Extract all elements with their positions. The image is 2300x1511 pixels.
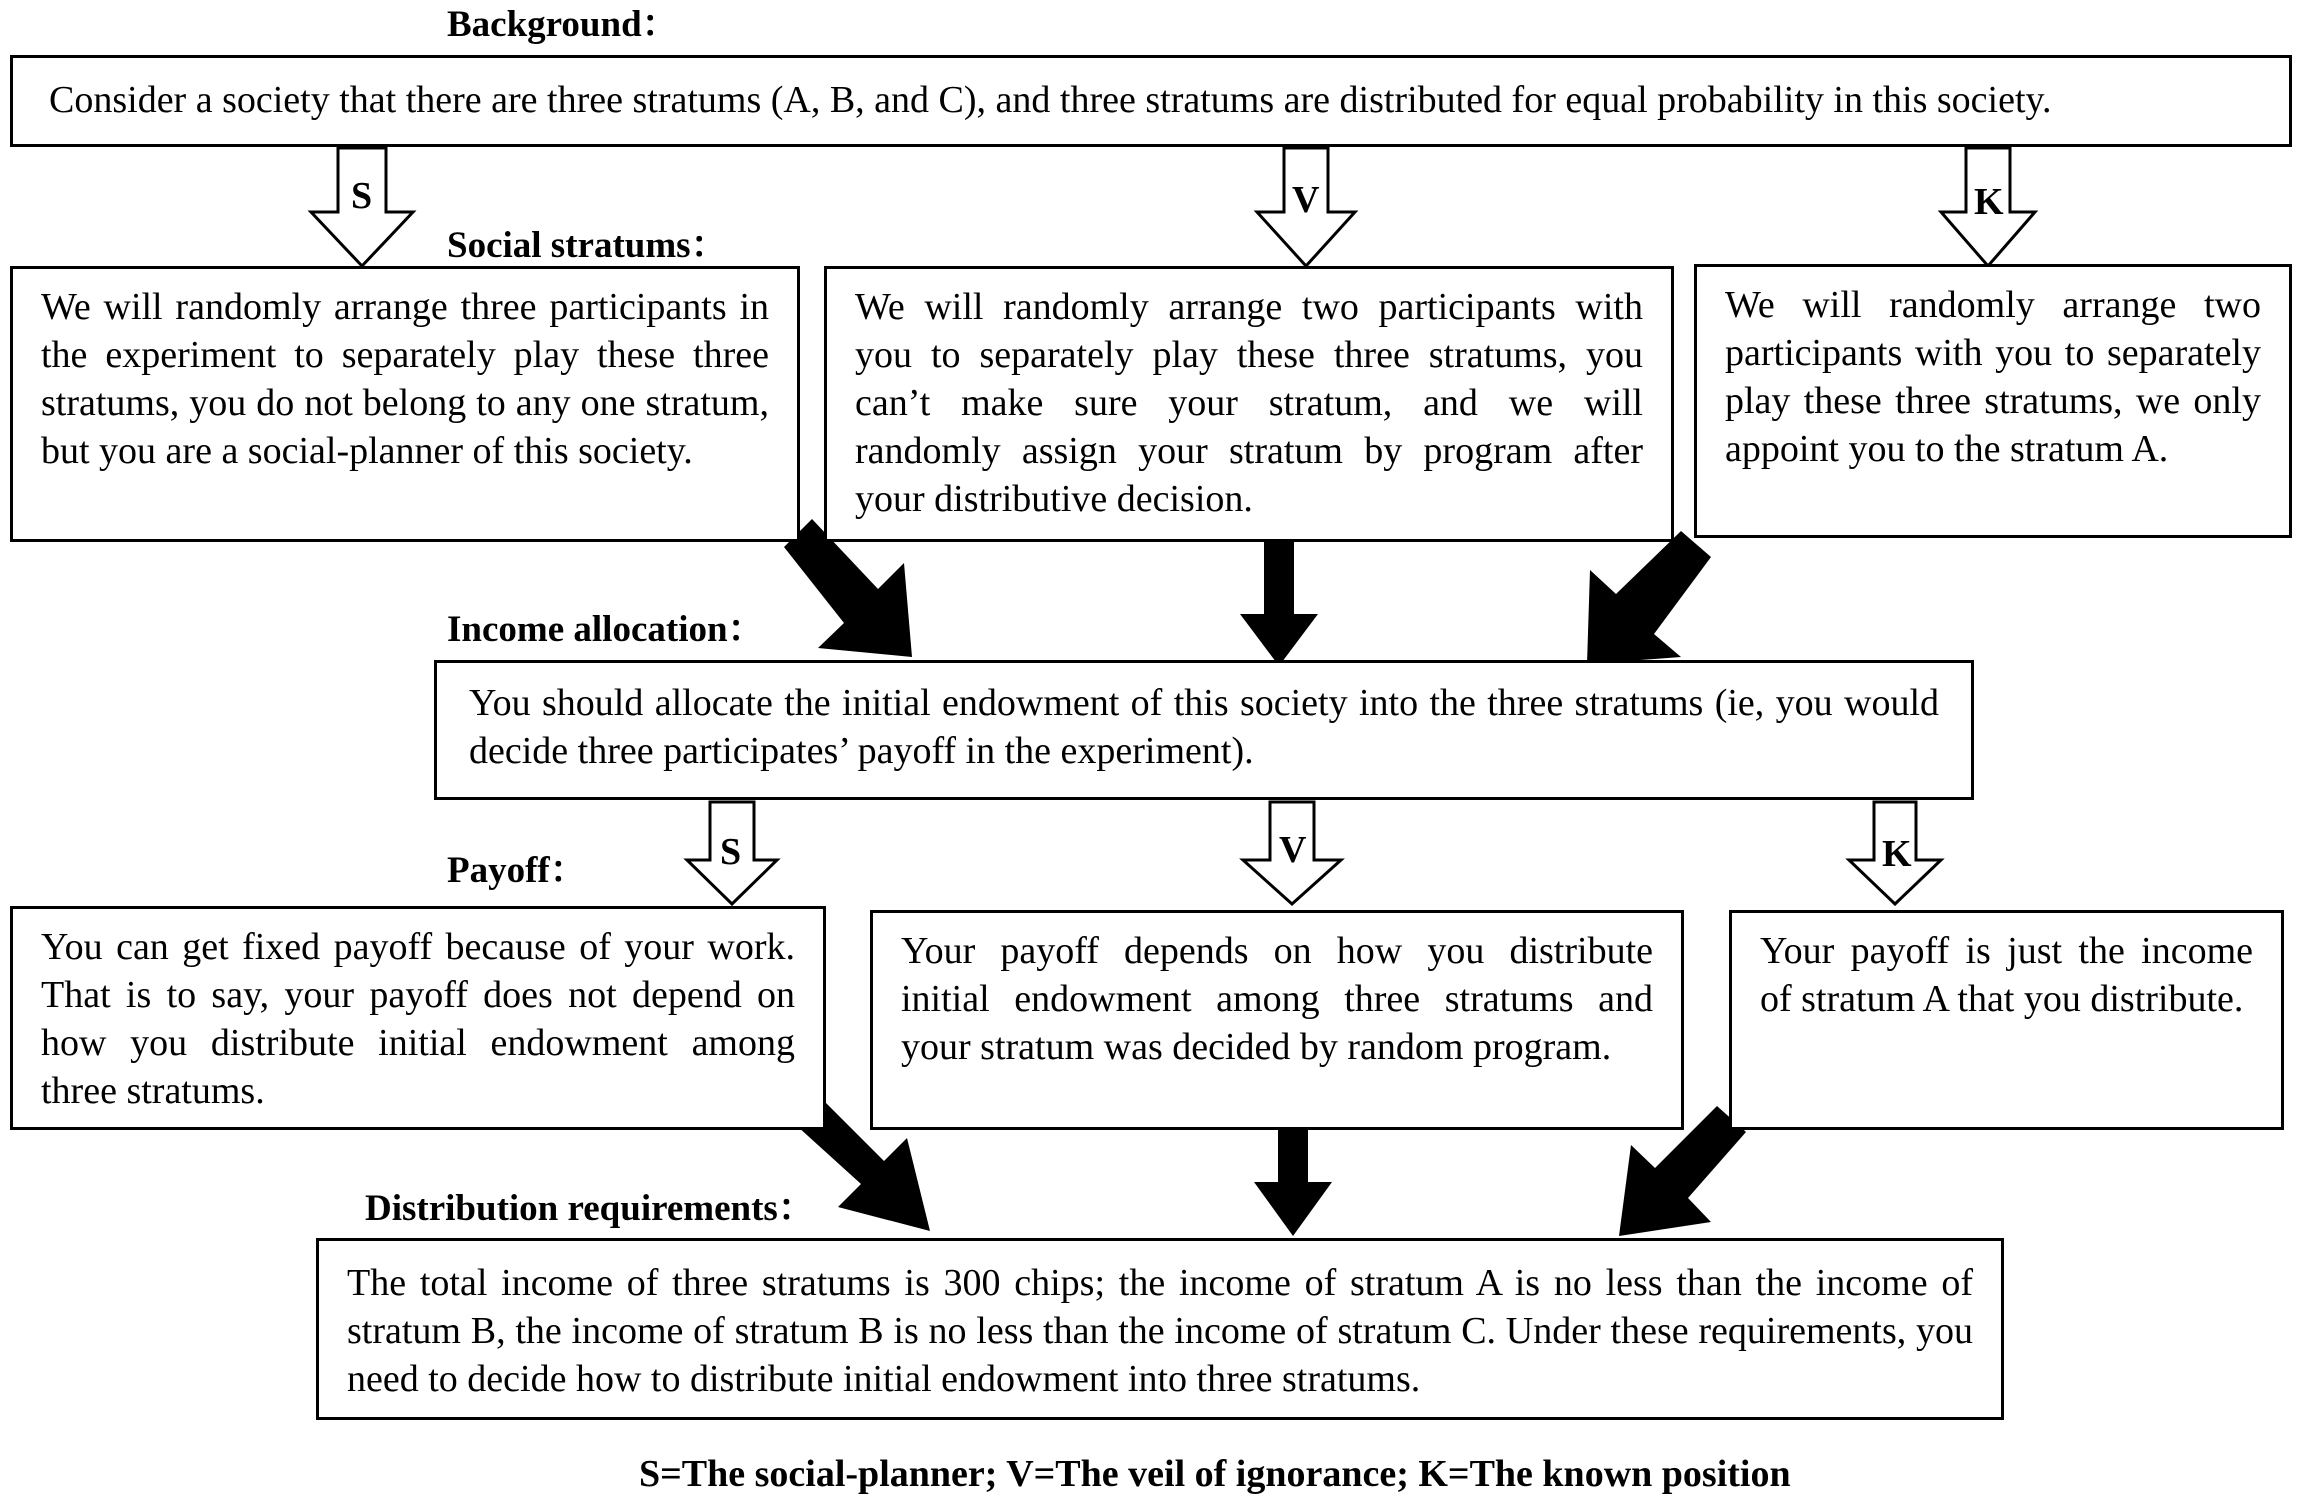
payoff-s-text: You can get fixed payoff because of your work. That is to say, your payoff does not depend on how you distribute initial endowment among three stratums. — [41, 926, 795, 1112]
social-stratum-box-s — [10, 266, 800, 542]
payoff-v-text: Your payoff depends on how you distribute initial endowment among three stratums and your stratum was decided by random program. — [901, 930, 1653, 1068]
background-box — [10, 55, 2292, 147]
label-k-mid: K — [1882, 833, 1912, 875]
label-k-top: K — [1974, 181, 2004, 223]
payoff-k-text: Your payoff is just the income of stratum A that you distribute. — [1760, 930, 2253, 1020]
social-stratum-v-text: We will randomly arrange two participants with you to separately play these three stratums, you can’t make sure your stratum, and we will randomly assign your stratum by program after your distributive decision. — [855, 286, 1643, 520]
legend: S=The social-planner; V=The veil of ignorance; K=The known position — [639, 1453, 1791, 1495]
payoff-box-v — [870, 910, 1684, 1130]
label-v-mid: V — [1279, 829, 1307, 871]
solid-arrow-v-upper — [1240, 537, 1318, 666]
distribution-requirements-box — [316, 1238, 2004, 1420]
payoff-box-s — [10, 906, 826, 1130]
heading-payoff: Payoff： — [447, 850, 587, 891]
label-v-top: V — [1292, 179, 1320, 221]
social-stratum-box-k — [1694, 264, 2292, 538]
background-text: Consider a society that there are three stratums (A, B, and C), and three stratums are distributed for equal probability in this society. — [49, 79, 2052, 121]
label-s-top: S — [351, 175, 373, 217]
solid-arrow-v-lower — [1254, 1127, 1332, 1236]
social-stratum-s-text: We will randomly arrange three participants in the experiment to separately play these three stratums, you do not belong to any one stratum, but you are a social-planner of this society. — [41, 286, 769, 472]
payoff-box-k — [1729, 910, 2284, 1130]
heading-income-allocation: Income allocation： — [447, 609, 765, 650]
solid-arrow-k-upper — [1587, 531, 1711, 664]
label-s-mid: S — [720, 831, 742, 873]
social-stratum-k-text: We will randomly arrange two participants with you to separately play these three stratums, we only appoint you to the stratum A. — [1725, 284, 2261, 470]
income-allocation-text: You should allocate the initial endowment of this society into the three stratums (ie, you would decide three participates’ payoff in the experiment). — [469, 682, 1939, 772]
distribution-requirements-text: The total income of three stratums is 300 chips; the income of stratum A is no less than the income of stratum B, the income of stratum B is no less than the income of stratum C. Under these requirements, you need to decide how to distribute initial endowment into three stratums. — [347, 1262, 1973, 1400]
heading-distribution-requirements: Distribution requirements： — [365, 1188, 815, 1229]
income-allocation-box — [434, 660, 1974, 800]
heading-social-stratums: Social stratums： — [447, 225, 728, 266]
social-stratum-box-v — [824, 266, 1674, 542]
heading-background: Background： — [447, 4, 679, 45]
